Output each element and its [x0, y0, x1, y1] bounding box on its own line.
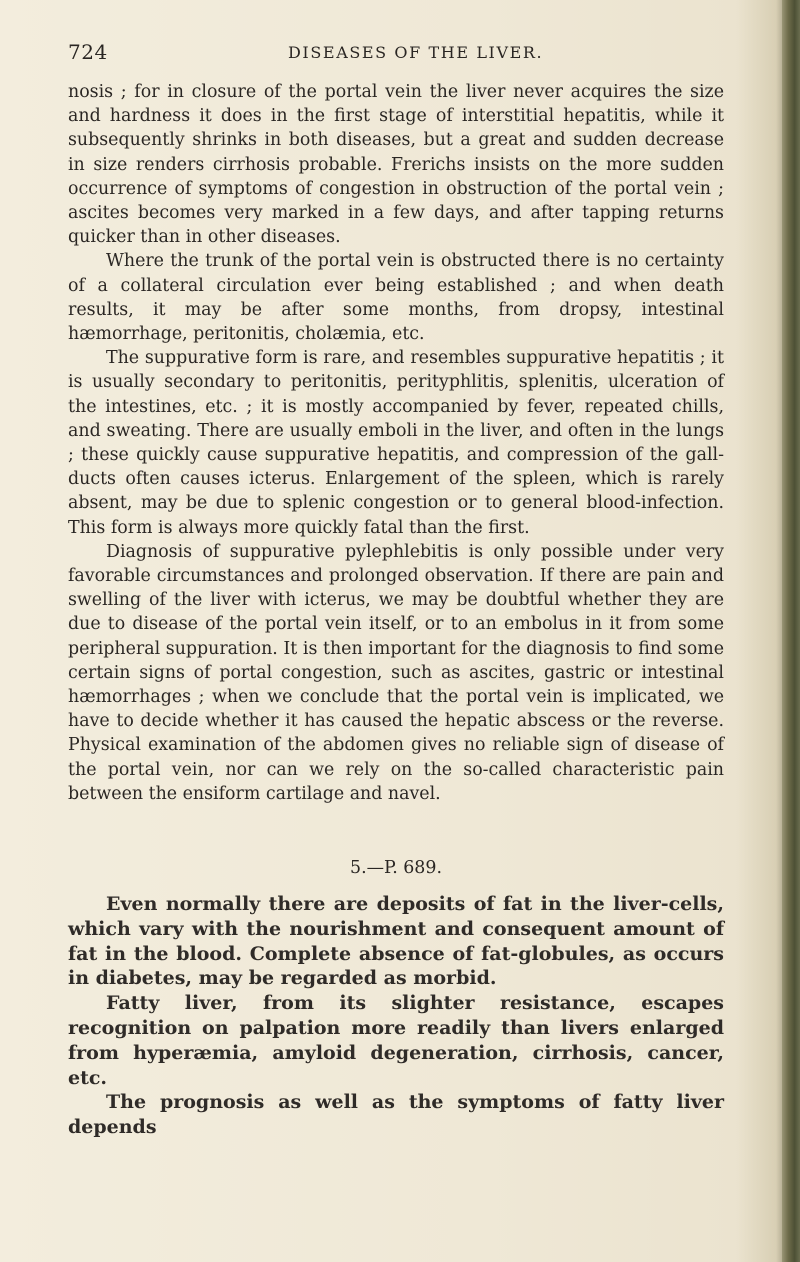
- paragraph: nosis ; for in closure of the portal vein the liver never acquires the size and hardness it does in the first stage of interstitial hepatitis, while it subsequently shrinks in both diseases, but a great and sudden decrease in size renders cirrhosis probable. Frerichs insists on the more sudden occurrence of symptoms of congestion in obstruction of the portal vein ; ascites becomes very marked in a few days, and after tapping returns quicker than in other diseases.: [68, 82, 724, 248]
- section-body: [68, 892, 724, 1140]
- paragraph: Fatty liver, from its slighter resistance, escapes recognition on palpation more readily than livers enlarged from hyperæmia, amyloid degeneration, cirrhosis, cancer, etc.: [68, 992, 724, 1089]
- page-edge-binding: [782, 0, 800, 1262]
- paragraph: Even normally there are deposits of fat in the liver-cells, which vary with the nourishment and consequent amount of fat in the blood. Complete absence of fat-globules, as occurs in diabetes, may be regarded as morbid.: [68, 893, 724, 990]
- body-text: [68, 80, 724, 1140]
- paragraph: Diagnosis of suppurative pylephlebitis is only possible under very favorable circumstances and prolonged observation. If there are pain and swelling of the liver with icterus, we may be doubtful whether they are due to disease of the portal vein itself, or to an embolus in it from some peripheral suppuration. It is then important for the diagnosis to find some certain signs of portal congestion, such as ascites, gastric or intestinal hæmorrhages ; when we conclude that the portal vein is implicated, we have to decide whether it has caused the hepatic abscess or the reverse. Physical examination of the abdomen gives no reliable sign of disease of the portal vein, nor can we rely on the so-called characteristic pain between the ensiform cartilage and navel.: [68, 541, 724, 804]
- paragraph: The prognosis as well as the symptoms of fatty liver depends: [68, 1091, 724, 1139]
- page-header: [68, 40, 728, 66]
- page-number: 724: [68, 40, 108, 64]
- running-head: DISEASES OF THE LIVER.: [288, 43, 544, 62]
- paragraph: Where the trunk of the portal vein is obstructed there is no certainty of a collateral circulation ever being established ; and when death results, it may be after some months, from dropsy, intestinal hæmorrhage, peritonitis, cholæmia, etc.: [68, 251, 724, 345]
- section-heading: 5.—P. 689.: [350, 858, 442, 879]
- paragraph: The suppurative form is rare, and resembles suppurative hepatitis ; it is usually secondary to peritonitis, perityphlitis, splenitis, ulceration of the intestines, etc. ; it is mostly accompanied by fever, repeated chills, and sweating. There are usually emboli in the liver, and often in the lungs ; these quickly cause suppurative hepatitis, and compression of the gall-ducts often causes icterus. Enlargement of the spleen, which is rarely absent, may be due to splenic congestion or to general blood-infection. This form is always more quickly fatal than the first.: [68, 348, 724, 538]
